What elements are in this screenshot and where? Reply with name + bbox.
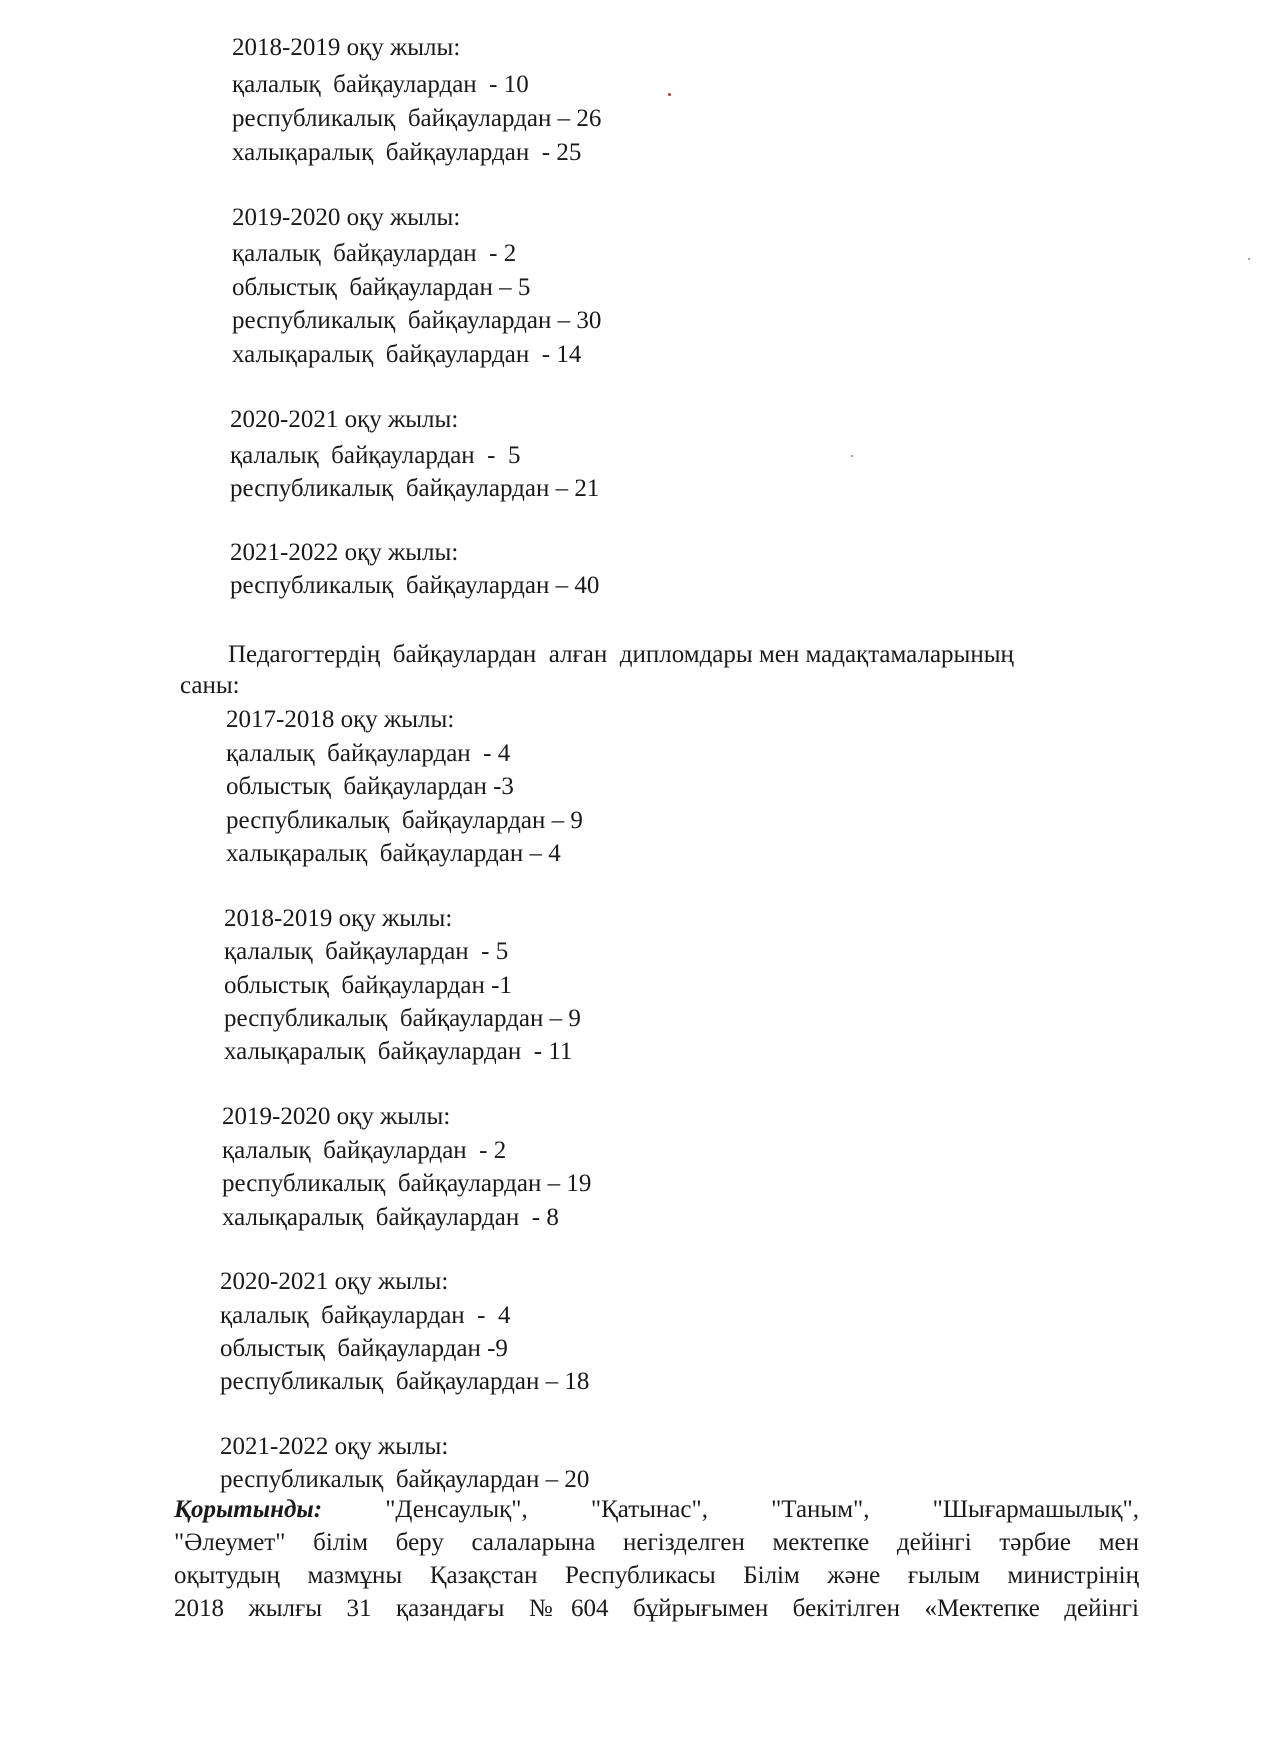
list-item: республикалық байқаулардан – 19 [222, 1170, 592, 1197]
list-item: қалалық байқаулардан - 4 [220, 1302, 511, 1329]
list-item: қалалық байқаулардан - 2 [232, 240, 517, 267]
list-item: халықаралық байқаулардан - 11 [224, 1038, 573, 1065]
list-item: қалалық байқаулардан - 5 [230, 442, 521, 469]
scan-speck [668, 93, 671, 96]
list-item: халықаралық байқаулардан - 8 [222, 1204, 559, 1231]
paragraph-line: Педагогтердің байқаулардан алған дипломдары мен мадақтамаларының [228, 641, 1014, 668]
year-heading: 2020-2021 оқу жылы: [220, 1268, 449, 1295]
year-heading: 2018-2019 оқу жылы: [224, 905, 453, 932]
list-item: қалалық байқаулардан - 4 [226, 740, 511, 767]
year-heading: 2019-2020 оқу жылы: [222, 1103, 451, 1130]
conclusion-line: 2018 жылғы 31 қазандағы №604 бұйрығымен бекітілген «Мектепке дейінгі [174, 1595, 1139, 1622]
conclusion-line: "Әлеумет" білім беру салаларына негізделген мектепке дейінгі тәрбие мен [174, 1529, 1139, 1556]
list-item: қалалық байқаулардан - 5 [224, 938, 509, 965]
list-item: қалалық байқаулардан - 10 [232, 71, 529, 98]
list-item: республикалық байқаулардан – 21 [230, 475, 600, 502]
year-heading: 2021-2022 оқу жылы: [230, 539, 459, 566]
scan-speck [851, 455, 853, 457]
year-heading: 2021-2022 оқу жылы: [220, 1433, 449, 1460]
list-item: облыстық байқаулардан -3 [226, 773, 514, 800]
year-heading: 2019-2020 оқу жылы: [232, 204, 461, 231]
conclusion-line [174, 1493, 1139, 1526]
list-item: республикалық байқаулардан – 18 [220, 1368, 590, 1395]
conclusion-label: Қорытынды: [174, 1496, 323, 1523]
year-heading: 2020-2021 оқу жылы: [230, 406, 459, 433]
list-item: қалалық байқаулардан - 2 [222, 1137, 507, 1164]
list-item: республикалық байқаулардан – 26 [232, 105, 602, 132]
list-item: халықаралық байқаулардан - 25 [232, 139, 582, 166]
list-item: республикалық байқаулардан – 30 [232, 307, 602, 334]
conclusion-paragraph [174, 1493, 1139, 1625]
conclusion-line: оқытудың мазмұны Қазақстан Республикасы Білім және ғылым министрінің [174, 1562, 1139, 1589]
year-heading: 2018-2019 оқу жылы: [232, 34, 461, 61]
scan-speck [1248, 258, 1250, 260]
list-item: халықаралық байқаулардан – 4 [226, 840, 561, 867]
list-item: облыстық байқаулардан – 5 [232, 274, 531, 301]
list-item: облыстық байқаулардан -9 [220, 1335, 508, 1362]
list-item: республикалық байқаулардан – 9 [224, 1005, 581, 1032]
list-item: республикалық байқаулардан – 20 [220, 1466, 590, 1493]
year-heading: 2017-2018 оқу жылы: [226, 706, 455, 733]
list-item: халықаралық байқаулардан - 14 [232, 341, 582, 368]
conclusion-text: "Денсаулық", "Қатынас", "Таным", "Шығармашылық", [322, 1496, 1139, 1523]
list-item: республикалық байқаулардан – 9 [226, 807, 583, 834]
list-item: республикалық байқаулардан – 40 [230, 572, 600, 599]
list-item: облыстық байқаулардан -1 [224, 972, 512, 999]
paragraph-line: саны: [180, 672, 240, 699]
